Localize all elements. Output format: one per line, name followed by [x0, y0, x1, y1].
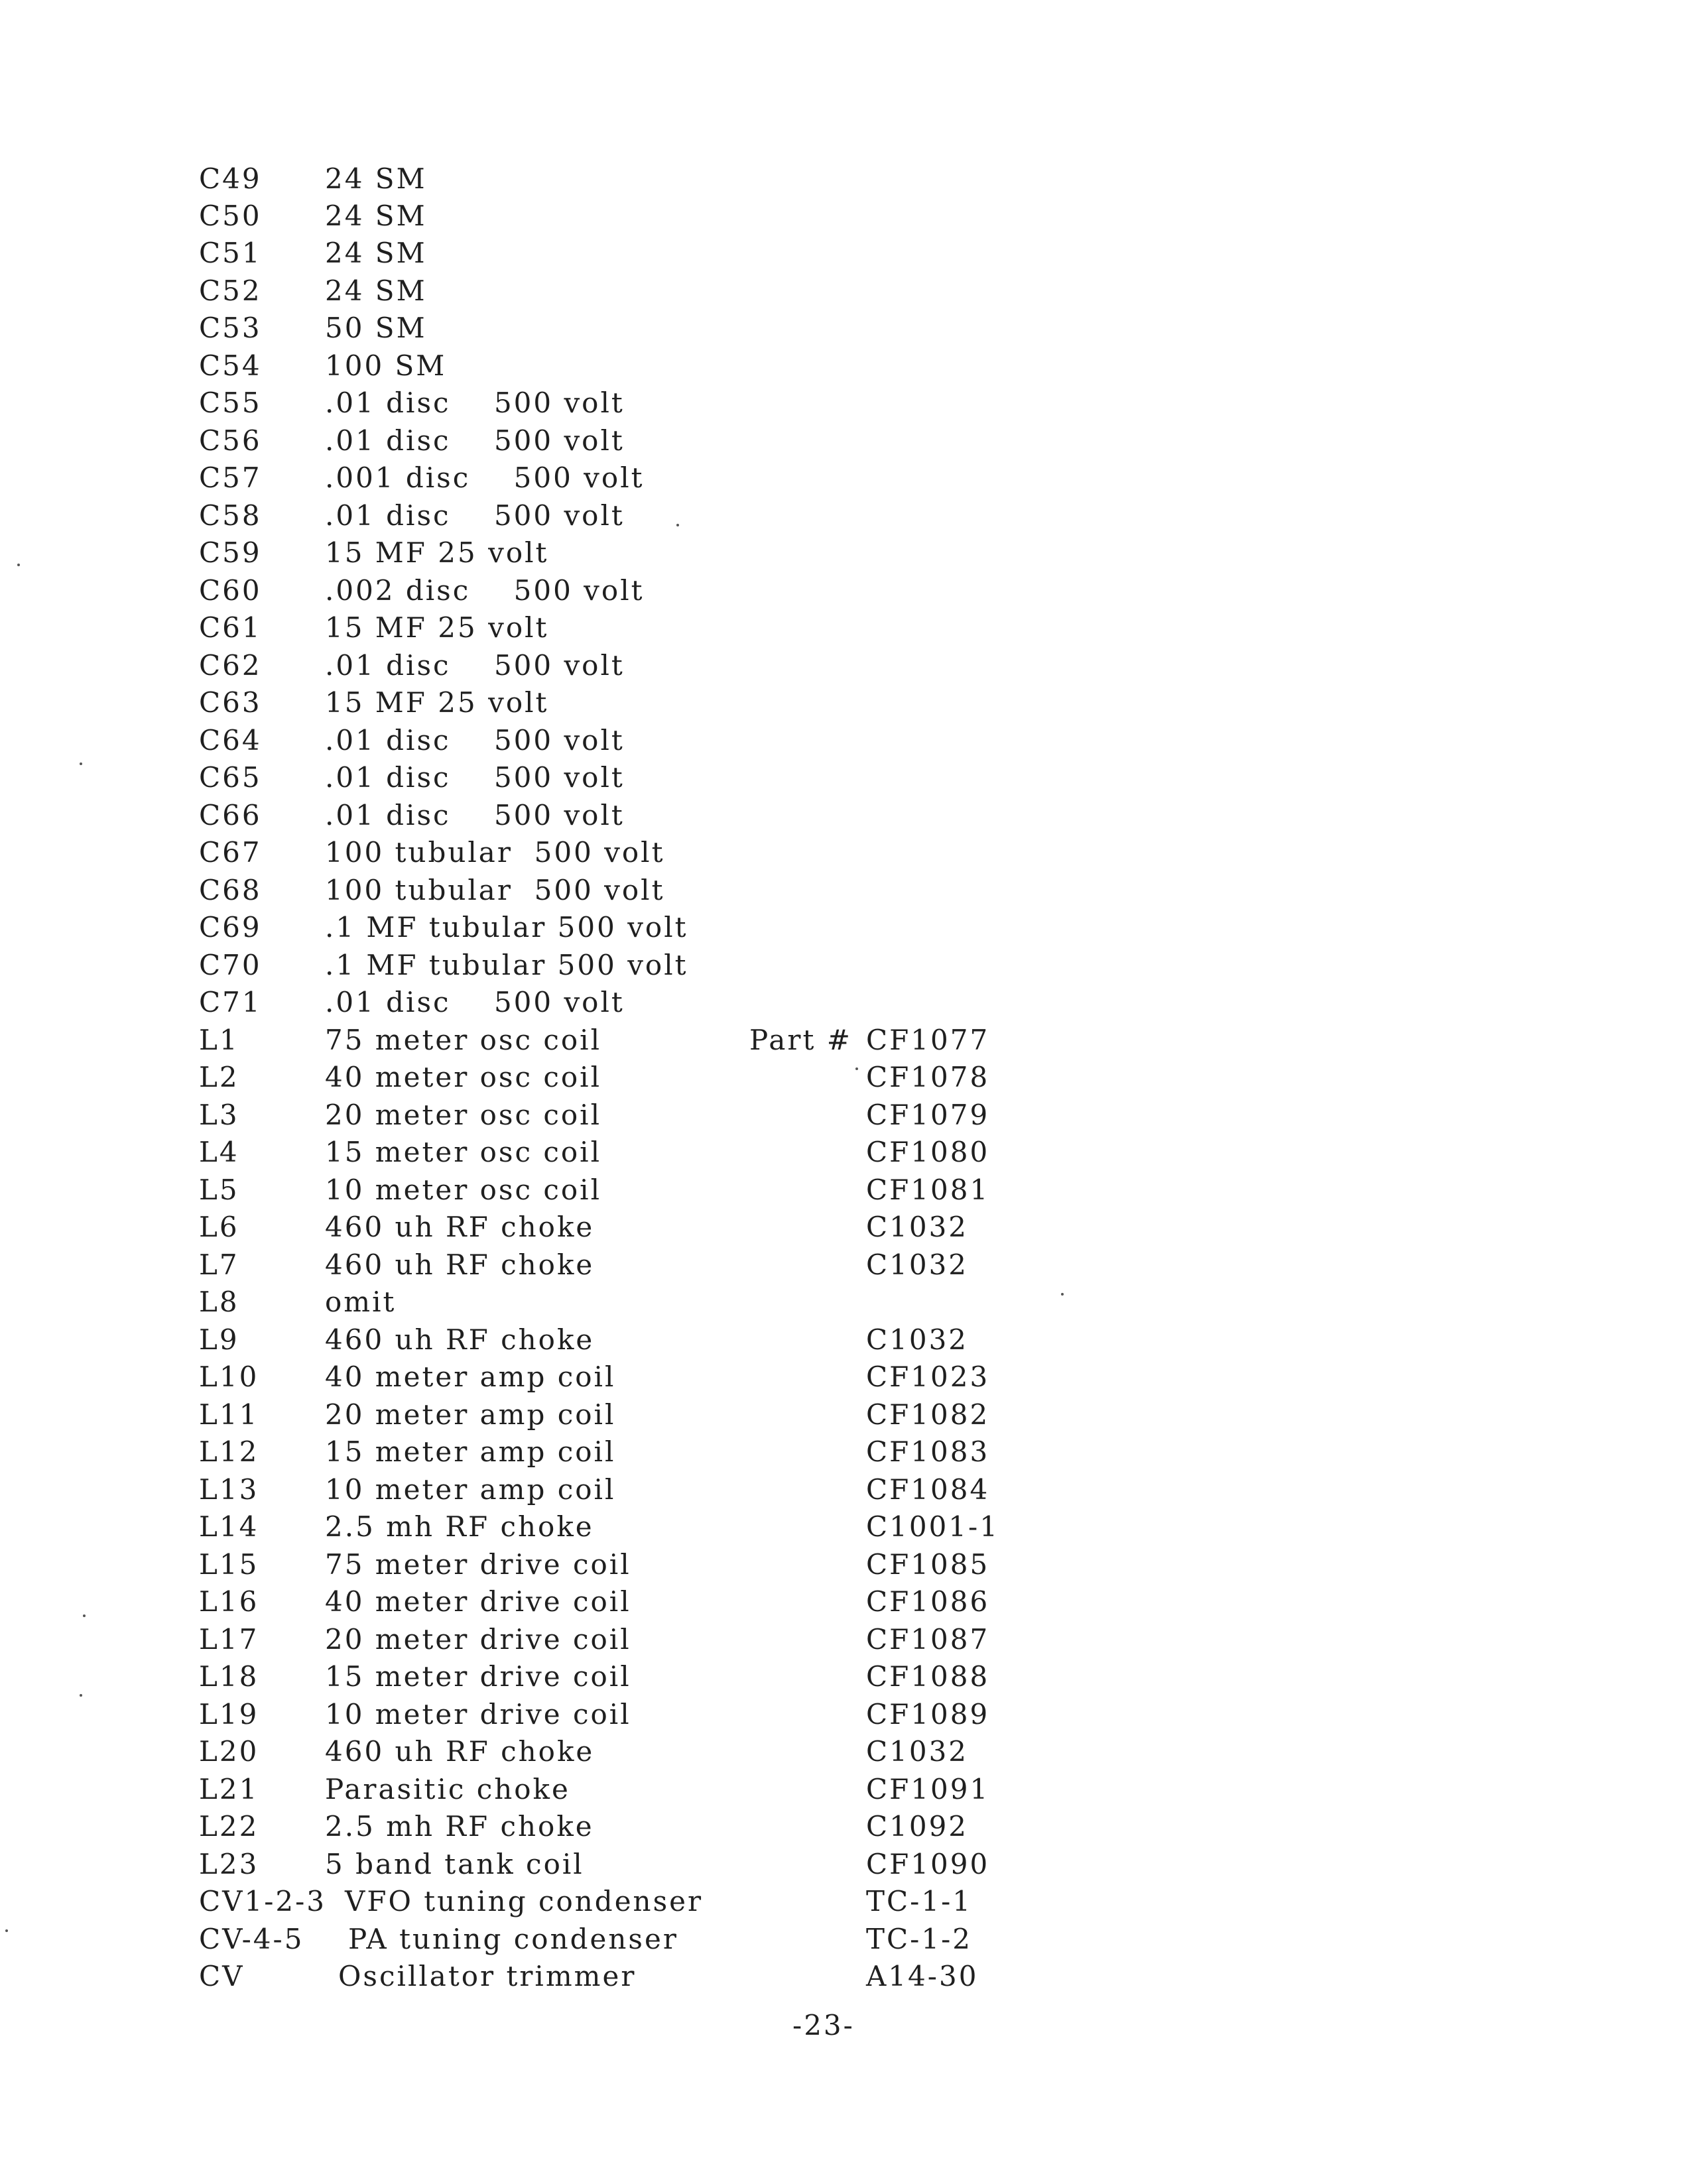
part-number: CF1082 — [866, 1398, 990, 1431]
scan-speck — [855, 1067, 858, 1070]
parts-row-c52 — [199, 272, 1061, 310]
part-description: 20 meter osc coil — [325, 1099, 602, 1131]
part-description: 10 meter drive coil — [325, 1698, 631, 1730]
parts-row-l6 — [199, 1208, 1061, 1246]
reference-designator: C60 — [199, 574, 262, 607]
reference-designator: L20 — [199, 1735, 259, 1768]
parts-row-l9 — [199, 1321, 1061, 1359]
part-number: TC-1-1 — [866, 1885, 972, 1917]
reference-designator: C67 — [199, 836, 262, 869]
part-description: Oscillator trimmer — [338, 1960, 637, 1992]
part-number: C1092 — [866, 1810, 969, 1843]
reference-designator: L11 — [199, 1398, 259, 1431]
parts-row-c56 — [199, 422, 1061, 460]
reference-designator: L2 — [199, 1061, 239, 1093]
scan-speck — [80, 1694, 82, 1697]
parts-row-c59 — [199, 534, 1061, 572]
scan-speck — [80, 762, 82, 765]
scan-speck — [17, 564, 20, 566]
parts-row-l22 — [199, 1807, 1061, 1846]
parts-row-l23 — [199, 1845, 1061, 1884]
part-description: 75 meter osc coil — [325, 1024, 602, 1056]
parts-row-l7 — [199, 1246, 1061, 1284]
parts-row-c57 — [199, 459, 1061, 497]
reference-designator: L19 — [199, 1698, 259, 1730]
parts-row-l15 — [199, 1546, 1061, 1584]
part-number: C1032 — [866, 1211, 969, 1243]
scan-speck — [5, 1929, 8, 1932]
part-description: 40 meter osc coil — [325, 1061, 602, 1093]
reference-designator: L3 — [199, 1099, 239, 1131]
part-description: .01 disc 500 volt — [325, 387, 625, 419]
part-description: 24 SM — [325, 237, 427, 269]
part-number: CF1086 — [866, 1585, 990, 1618]
part-description: 460 uh RF choke — [325, 1323, 595, 1356]
parts-row-c69 — [199, 908, 1061, 947]
reference-designator: C51 — [199, 237, 262, 269]
part-number: C1032 — [866, 1323, 969, 1356]
parts-row-l16 — [199, 1583, 1061, 1621]
reference-designator: C58 — [199, 499, 262, 532]
reference-designator: C63 — [199, 686, 262, 719]
reference-designator: L13 — [199, 1473, 259, 1506]
part-number: CF1083 — [866, 1435, 990, 1468]
part-description: .01 disc 500 volt — [325, 649, 625, 682]
reference-designator: L1 — [199, 1024, 239, 1056]
part-description: 15 MF 25 volt — [325, 611, 549, 644]
part-description: .002 disc 500 volt — [325, 574, 645, 607]
part-number: CF1088 — [866, 1660, 990, 1693]
part-number: CF1091 — [866, 1773, 990, 1805]
part-description: .01 disc 500 volt — [325, 799, 625, 831]
parts-row-l17 — [199, 1620, 1061, 1659]
part-description: 2.5 mh RF choke — [325, 1510, 594, 1543]
part-number: CF1085 — [866, 1548, 990, 1581]
parts-row-c61 — [199, 609, 1061, 647]
parts-row-l2 — [199, 1058, 1061, 1097]
parts-row-cv-4-5 — [199, 1920, 1061, 1959]
parts-row-c60 — [199, 572, 1061, 610]
reference-designator: L15 — [199, 1548, 259, 1581]
part-description: Parasitic choke — [325, 1773, 570, 1805]
parts-row-l4 — [199, 1133, 1061, 1172]
part-description: 5 band tank coil — [325, 1848, 584, 1880]
reference-designator: CV — [199, 1960, 245, 1992]
reference-designator: C55 — [199, 387, 262, 419]
reference-designator: L4 — [199, 1136, 239, 1168]
parts-row-c49 — [199, 160, 1061, 198]
part-description: 20 meter drive coil — [325, 1623, 631, 1656]
reference-designator: C56 — [199, 424, 262, 457]
reference-designator: C71 — [199, 986, 262, 1018]
reference-designator: L16 — [199, 1585, 259, 1618]
reference-designator: C50 — [199, 200, 262, 232]
reference-designator: L23 — [199, 1848, 259, 1880]
part-description: .001 disc 500 volt — [325, 461, 645, 494]
part-description: .01 disc 500 volt — [325, 424, 625, 457]
parts-row-c53 — [199, 309, 1061, 347]
part-number: CF1023 — [866, 1361, 990, 1393]
scan-speck — [1061, 1293, 1064, 1296]
parts-row-c65 — [199, 758, 1061, 797]
part-description: 460 uh RF choke — [325, 1735, 595, 1768]
part-description: .01 disc 500 volt — [325, 761, 625, 794]
parts-row-l8 — [199, 1283, 1061, 1321]
part-number: CF1079 — [866, 1099, 990, 1131]
part-description: .1 MF tubular 500 volt — [325, 911, 688, 943]
reference-designator: C57 — [199, 461, 262, 494]
part-number: CF1087 — [866, 1623, 990, 1656]
part-number-label: Part # — [749, 1024, 852, 1056]
part-description: 460 uh RF choke — [325, 1248, 595, 1281]
part-description: .1 MF tubular 500 volt — [325, 949, 688, 981]
parts-row-l18 — [199, 1658, 1061, 1696]
parts-row-l10 — [199, 1358, 1061, 1396]
part-number: A14-30 — [866, 1960, 979, 1992]
parts-row-l20 — [199, 1732, 1061, 1771]
part-description: 15 meter drive coil — [325, 1660, 631, 1693]
part-description: .01 disc 500 volt — [325, 499, 625, 532]
part-number: CF1081 — [866, 1174, 990, 1206]
part-description: 24 SM — [325, 274, 427, 307]
part-number: C1032 — [866, 1735, 969, 1768]
part-description: 40 meter amp coil — [325, 1361, 616, 1393]
parts-row-c70 — [199, 946, 1061, 985]
parts-row-l3 — [199, 1096, 1061, 1134]
part-number: CF1090 — [866, 1848, 990, 1880]
reference-designator: C62 — [199, 649, 262, 682]
reference-designator: L12 — [199, 1435, 259, 1468]
reference-designator: CV-4-5 — [199, 1923, 304, 1955]
parts-row-l11 — [199, 1396, 1061, 1434]
parts-row-l14 — [199, 1508, 1061, 1546]
part-number: C1032 — [866, 1248, 969, 1281]
part-description: VFO tuning condenser — [345, 1885, 704, 1917]
part-description: 20 meter amp coil — [325, 1398, 616, 1431]
parts-row-l21 — [199, 1770, 1061, 1809]
part-number: TC-1-2 — [866, 1923, 972, 1955]
part-description: 24 SM — [325, 162, 427, 195]
part-number: CF1078 — [866, 1061, 990, 1093]
parts-row-c63 — [199, 684, 1061, 722]
part-description: 460 uh RF choke — [325, 1211, 595, 1243]
part-number: C1001-1 — [866, 1510, 999, 1543]
part-description: .01 disc 500 volt — [325, 724, 625, 757]
reference-designator: L5 — [199, 1174, 239, 1206]
reference-designator: C54 — [199, 349, 262, 382]
part-description: 15 meter amp coil — [325, 1435, 616, 1468]
scan-speck — [83, 1614, 86, 1617]
reference-designator: C52 — [199, 274, 262, 307]
page-number: -23- — [792, 2009, 855, 2041]
reference-designator: L17 — [199, 1623, 259, 1656]
reference-designator: L22 — [199, 1810, 259, 1843]
part-description: 10 meter amp coil — [325, 1473, 616, 1506]
reference-designator: C69 — [199, 911, 262, 943]
reference-designator: C49 — [199, 162, 262, 195]
reference-designator: C65 — [199, 761, 262, 794]
parts-row-c55 — [199, 384, 1061, 422]
part-description: 10 meter osc coil — [325, 1174, 602, 1206]
reference-designator: L9 — [199, 1323, 239, 1356]
reference-designator: L6 — [199, 1211, 239, 1243]
part-number: CF1077 — [866, 1024, 990, 1056]
part-description: 15 MF 25 volt — [325, 536, 549, 569]
part-number: CF1089 — [866, 1698, 990, 1730]
part-description: 24 SM — [325, 200, 427, 232]
part-description: 15 meter osc coil — [325, 1136, 602, 1168]
part-description: PA tuning condenser — [348, 1923, 678, 1955]
reference-designator: L8 — [199, 1286, 239, 1318]
reference-designator: C59 — [199, 536, 262, 569]
parts-row-c71 — [199, 983, 1061, 1022]
parts-row-c50 — [199, 197, 1061, 235]
part-description: 40 meter drive coil — [325, 1585, 631, 1618]
parts-row-c66 — [199, 796, 1061, 835]
parts-row-l5 — [199, 1171, 1061, 1209]
reference-designator: C61 — [199, 611, 262, 644]
reference-designator: CV1-2-3 — [199, 1885, 327, 1917]
reference-designator: L7 — [199, 1248, 239, 1281]
parts-row-c58 — [199, 497, 1061, 535]
part-description: 100 tubular 500 volt — [325, 836, 665, 869]
part-description: omit — [325, 1286, 397, 1318]
reference-designator: C70 — [199, 949, 262, 981]
part-description: 75 meter drive coil — [325, 1548, 631, 1581]
reference-designator: C68 — [199, 874, 262, 906]
parts-row-l1 — [199, 1021, 1061, 1060]
reference-designator: C53 — [199, 312, 262, 344]
reference-designator: C64 — [199, 724, 262, 757]
parts-row-l13 — [199, 1471, 1061, 1509]
parts-row-c64 — [199, 721, 1061, 760]
parts-row-c51 — [199, 234, 1061, 273]
parts-row-c62 — [199, 646, 1061, 685]
parts-row-c67 — [199, 833, 1061, 872]
part-description: 100 SM — [325, 349, 447, 382]
parts-row-cv1-2-3 — [199, 1882, 1061, 1921]
parts-row-l19 — [199, 1695, 1061, 1734]
reference-designator: L10 — [199, 1361, 259, 1393]
part-number: CF1080 — [866, 1136, 990, 1168]
part-description: .01 disc 500 volt — [325, 986, 625, 1018]
part-description: 2.5 mh RF choke — [325, 1810, 594, 1843]
part-description: 15 MF 25 volt — [325, 686, 549, 719]
parts-row-c54 — [199, 347, 1061, 385]
reference-designator: L18 — [199, 1660, 259, 1693]
part-description: 100 tubular 500 volt — [325, 874, 665, 906]
reference-designator: C66 — [199, 799, 262, 831]
scan-speck — [676, 524, 679, 526]
parts-row-cv — [199, 1957, 1061, 1996]
part-number: CF1084 — [866, 1473, 990, 1506]
reference-designator: L21 — [199, 1773, 259, 1805]
part-description: 50 SM — [325, 312, 427, 344]
parts-row-c68 — [199, 871, 1061, 910]
parts-row-l12 — [199, 1433, 1061, 1471]
reference-designator: L14 — [199, 1510, 259, 1543]
